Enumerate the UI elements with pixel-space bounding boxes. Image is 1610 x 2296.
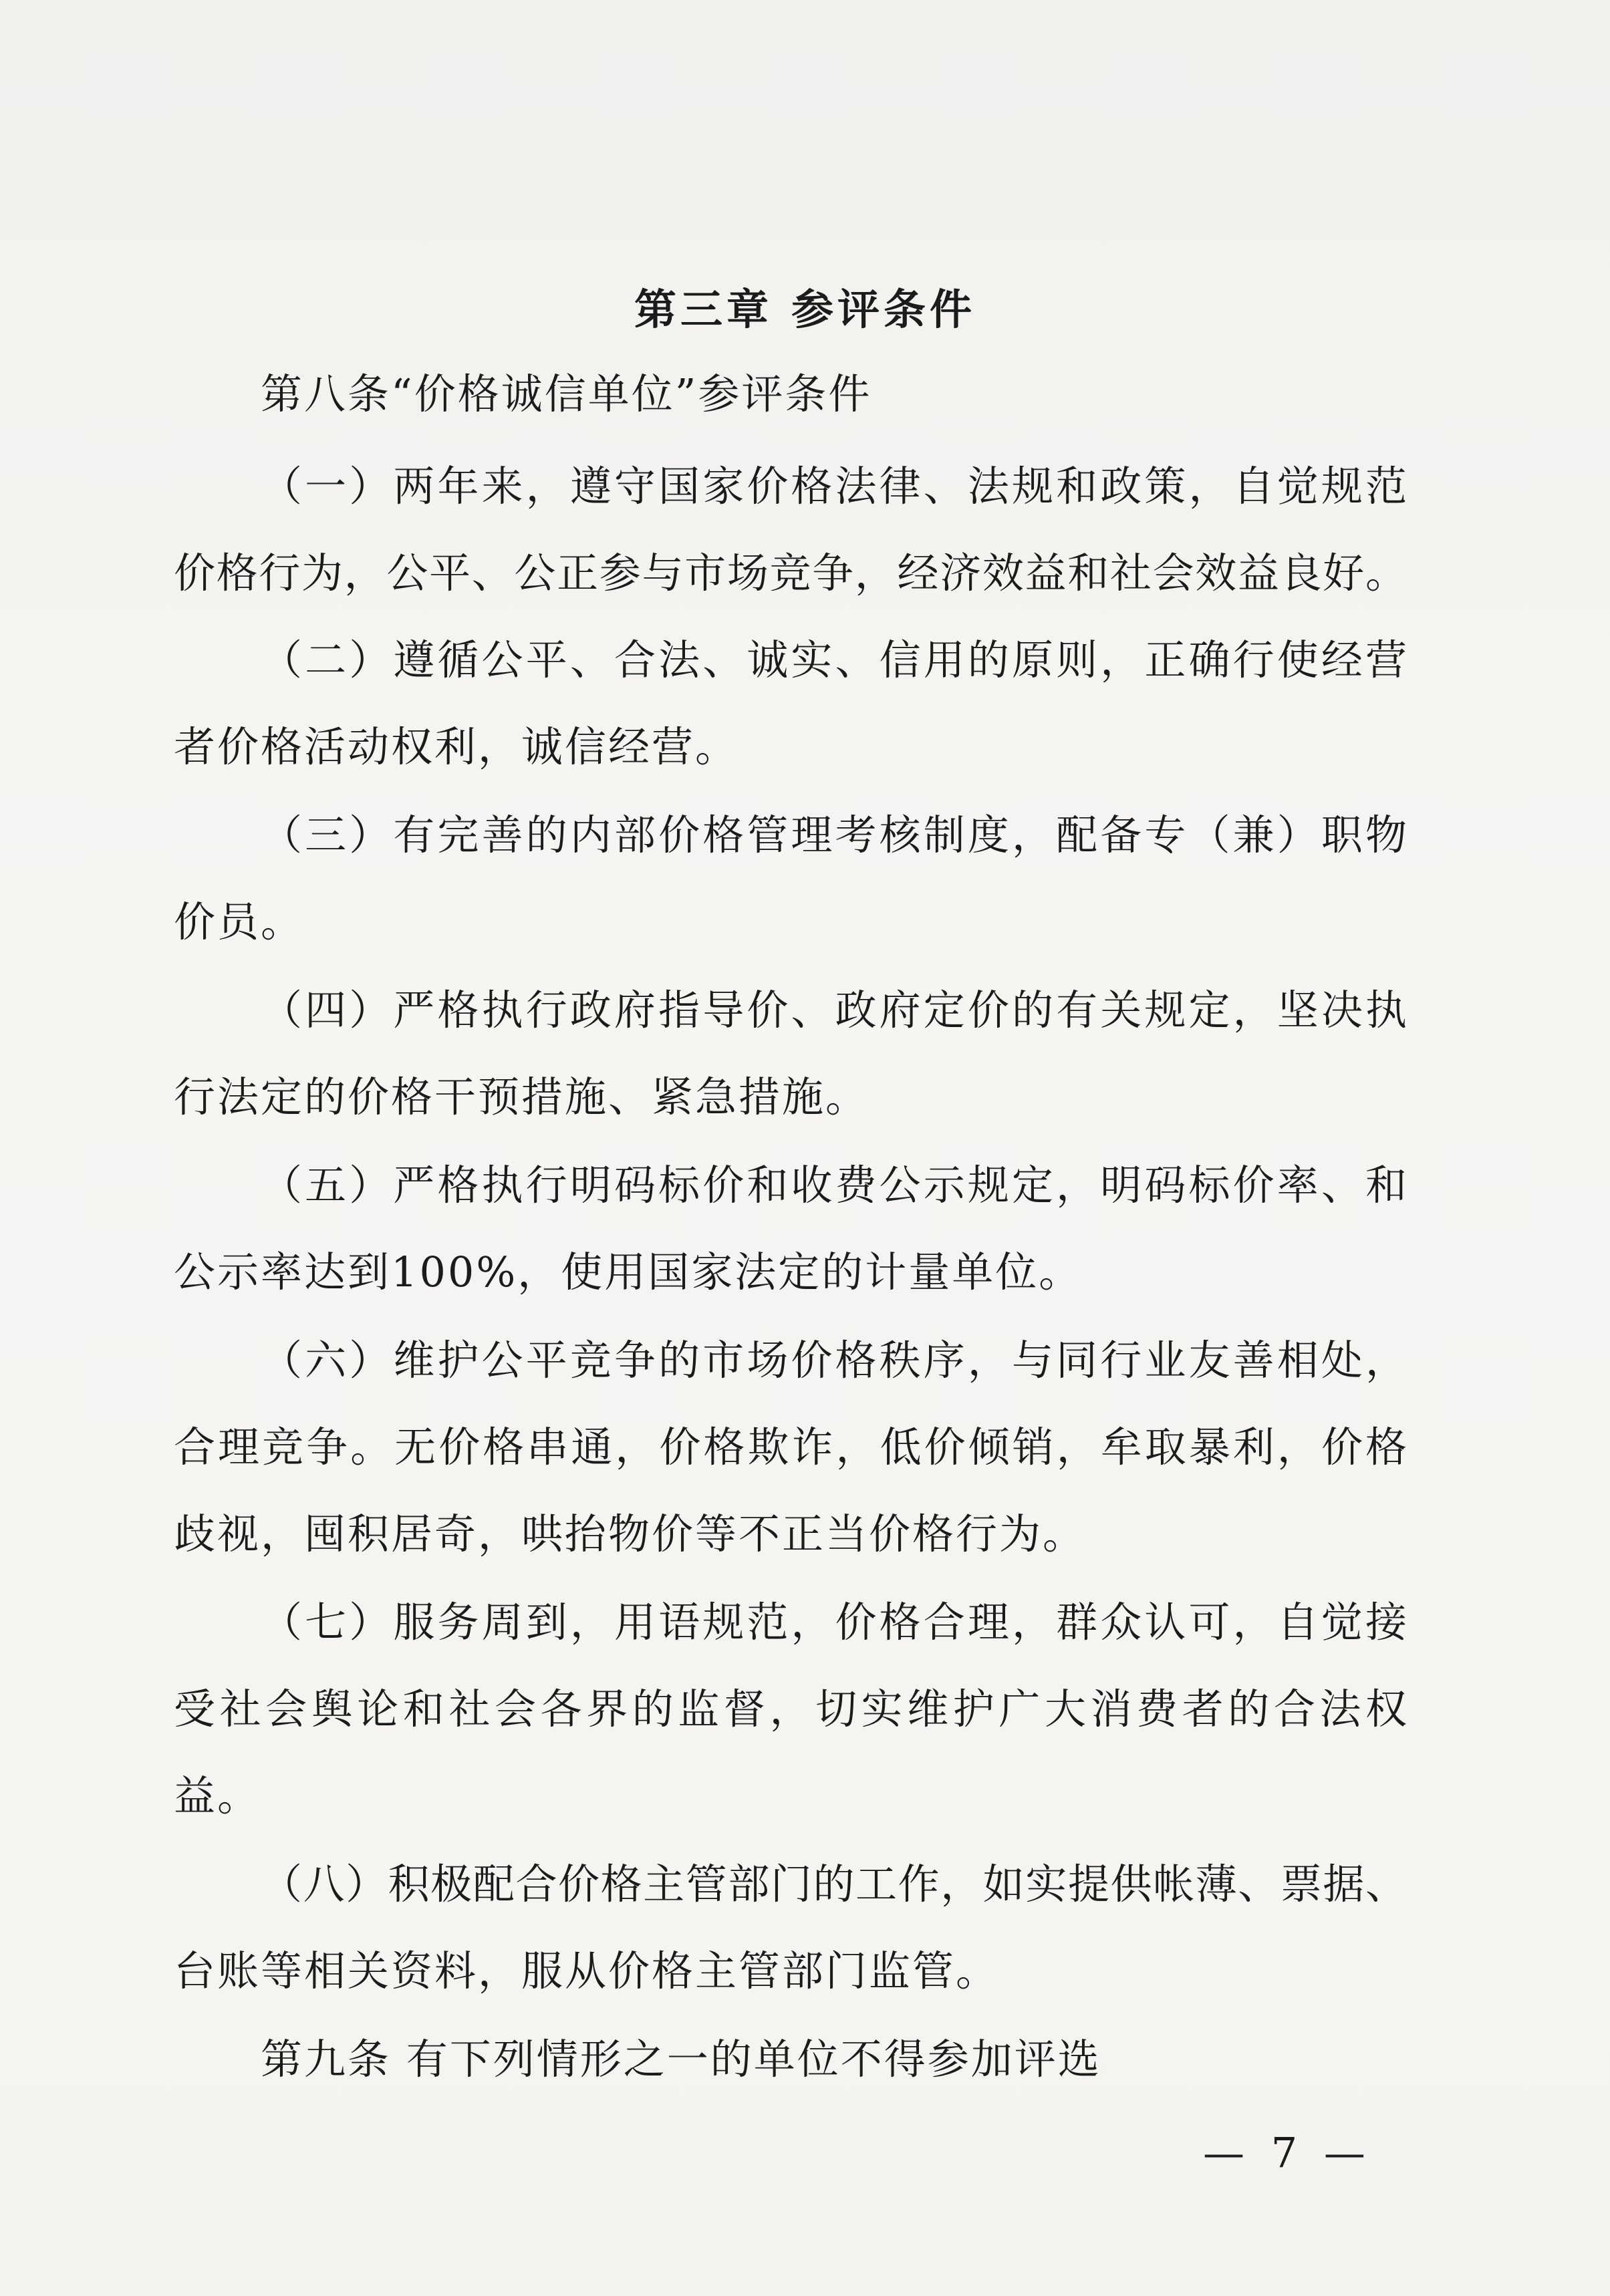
paragraph-line: 益。 — [174, 1771, 261, 1820]
paragraph-line: 受社会舆论和社会各界的监督，切实维护广大消费者的合法权 — [174, 1685, 1407, 1733]
page-number: — 7 — — [1203, 2128, 1372, 2177]
paragraph-line: 价格行为，公平、公正参与市场竞争，经济效益和社会效益良好。 — [174, 549, 1407, 597]
paragraph-line: （七）服务周到，用语规范，价格合理，群众认可，自觉接 — [261, 1598, 1407, 1646]
paragraph-line: （三）有完善的内部价格管理考核制度，配备专（兼）职物 — [261, 811, 1407, 859]
paragraph-line: 合理竞争。无价格串通，价格欺诈，低价倾销，牟取暴利，价格 — [174, 1423, 1407, 1471]
paragraph-line: 者价格活动权利，诚信经营。 — [174, 722, 739, 771]
paragraph-line: （八）积极配合价格主管部门的工作，如实提供帐薄、票据、 — [261, 1860, 1407, 1908]
paragraph-line: （六）维护公平竞争的市场价格秩序，与同行业友善相处， — [261, 1336, 1407, 1385]
paragraph-line: 歧视，囤积居奇，哄抬物价等不正当价格行为。 — [174, 1510, 1087, 1558]
paragraph-line: （五）严格执行明码标价和收费公示规定，明码标价率、和 — [261, 1161, 1407, 1209]
paragraph-line: 行法定的价格干预措施、紧急措施。 — [174, 1072, 869, 1121]
article-8-title: 第八条“价格诚信单位”参评条件 — [261, 370, 872, 418]
paragraph-line: 台账等相关资料，服从价格主管部门监管。 — [174, 1947, 1000, 1995]
paragraph-line: 价员。 — [174, 897, 305, 946]
paragraph-line: （二）遵循公平、合法、诚实、信用的原则，正确行使经营 — [261, 635, 1407, 684]
chapter-title: 第三章 参评条件 — [634, 285, 976, 334]
paragraph-line: （四）严格执行政府指导价、政府定价的有关规定，坚决执 — [261, 986, 1407, 1034]
paragraph-line: 公示率达到100%，使用国家法定的计量单位。 — [174, 1248, 1083, 1296]
article-9-title: 第九条 有下列情形之一的单位不得参加评选 — [261, 2035, 1101, 2084]
paragraph-line: （一）两年来，遵守国家价格法律、法规和政策，自觉规范 — [261, 462, 1407, 511]
